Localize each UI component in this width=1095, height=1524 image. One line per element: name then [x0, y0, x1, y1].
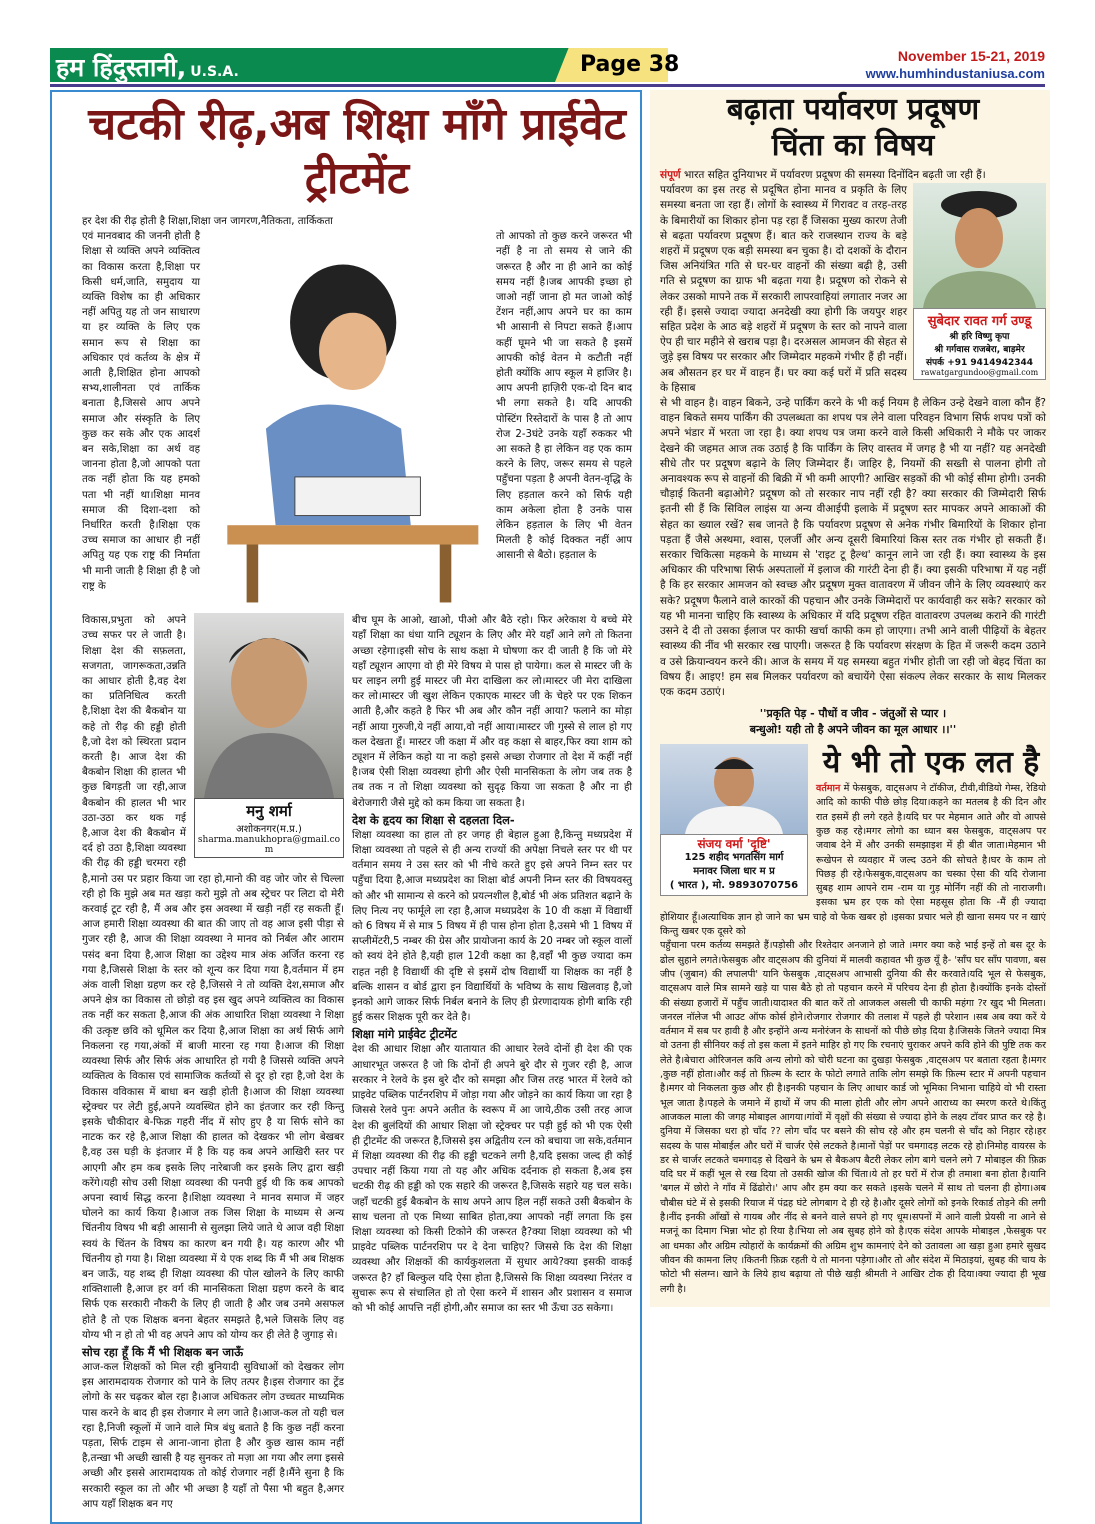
pollution-article-headline [660, 92, 1046, 164]
addiction-body: पहुँचाना परम कर्तव्य समझते हैं।पड़ोसी और रिश्तेदार अनजाने हो जाते ।मगर क्या कहे भाई इन्हें तो बस दूर के ढोल सुहाने लगते।फेसबुक और वाट्सअप की दुनियां में मालवी कहावत भी कुछ यूँ है- 'साँप घर साँप पावणा, बस जीप (जुबान) की लपालपी' यानि फेसबुक ,वाट्सअप आभासी दुनिया की सैर करवाते।यदि भूल से फेसबुक, वाट्सअप वाले मित्र सामने खड़े या पास बैठे हो तो पहचान करने में परिचय देना ही होता है।क्योंकि इनके दोस्तों की संख्या हजारों में पहुँच जाती।यादाश्त की बात करें तो आजकल असली ची काफी महंगा ?र खुद भी मिलता। जनरल नॉलेज भी आउट ऑफ कोर्स होने।रोजगार रोजगार की तलाश में पहले ही परेशान ।सब अब क्या करें ये वर्तमान में सब पर हावी है और इन्होंने अन्य मनोरंजन के साधनों को पीछे छोड़ दिया है।जिसके जितने ज्यादा मित्र वो उतना ही सीनियर कई तो इस कला में इतने माहिर हो गए कि रचनाएं चुराकर अपने कवि होने की पुष्टि तक कर लेते है।बेचारा ओरिजनल कवि अन्य लोगो को चोरी घटना का दुखड़ा फेसबुक ,वाट्सअप पर बताता रहता है।मगर ,कुछ नहीं होता।और कई तो फ़िल्म के स्टार के फोटो लगाते ताकि लोग समझे कि फ़िल्म स्टार में अपनी पहचान है।मगर वो निकलता कुछ और ही है।इनकी पहचान के लिए आधार कार्ड जो भूमिका निभाना चाहिये वो भी रास्ता भूल जाता है।पहले के जमाने में हाथों में जप की माला होती और लोग अपने आराध्य का स्मरण करते थे।किंतु आजकल माला की जगह मोबाइल आगया।गांवों में वृक्षों की संख्या से ज्यादा होने के लक्ष्य टॉवर प्राप्त कर रहे है।दुनिया में जिसका धरा हो चाँद ?? लोग चाँद पर बसने की सोच रहे और हम चलनी से चाँद को निहार रहे।हर सदस्य के पास मोबाईल और घरों में चार्जर ऐसे लटकते है।मानों पेड़ों पर चमगादड़ लटक रहे हो।निमोह वायरस के डर से चार्जर लटकते चमगादड़ से दिखने के भ्रम से बैकअप बैटरी लेकर लोग बागे चलने लगे 7 मोबाइल की फ़िक्र यदि घर में कहीं भूल से रख दिया तो उसकी खोज की चिंता।ये तो हर घरों में रोज ही तमाशा बना होता है।यानि 'बगल में छोरो ने गाँव में ढिंढोरो।' आप और हम क्या कर सकते ।इसके चलने में साथ तो चलना ही होगा।अब चौबीस घंटे में से इसकी रियाज में पंद्रह घंटे लोगबाग दे ही रहे है।और दूसरे लोगों को इनके रिकार्ड तोड़ने की लगी है।नींद इनकी आँखों से गायब और नींद से बनने वाले सपने हो गए धूम।सपनों में आने वाली प्रेयसी ना आने से मजनूं का दिमाग भिन्ना भोट हो रिया है।भिया लो अब सुबह होने को है।एक संदेश आपके मोबाइल ,फेसबुक पर आ धमका और अग्रिम त्योहारों के कार्यक्रमों की अग्रिम शुभ कामनाएं देने को उतावला आ खड़ा हुआ हमारे सुखद जीवन की कामना लिए ।कितनी फ़िक्र रहती ये तो मानना पड़ेगा।और तो और संदेश में मिठाइयां, सुबह की चाय के फोटो भी संलग्न। खाने के लिये हाथ बढ़ाया तो पीछे खड़ी श्रीमती ने आखिर टोक ही दिया।क्या ज्यादा ही भूख लगी है। [660, 940, 1046, 1295]
page-columns [50, 90, 1050, 1524]
author-card [913, 308, 1046, 380]
author-photo [194, 613, 344, 798]
quote-line-2: बन्धुओ! यही तो है अपने जीवन का मूल आधार ।।'' [749, 723, 957, 737]
author-figure [913, 183, 1046, 380]
author-name: मनु शर्मा [246, 802, 292, 821]
author-line: श्री हरि विष्णु कृपा [949, 332, 1010, 343]
article-col2-body: बीच घूम के आओ, खाओ, पीओ और बैठे रहो। फिर अरेकाश ये बच्चे मेरे यहाँ शिक्षा का धंधा यानि ट्यूशन के लिए और मेरे यहाँ आने लगे तो कितना अच्छा रहेगा।इसी सोच के साथ कक्षा मे घोषणा कर दी जाती है कि जो मेरे यहाँ ट्यूशन आएगा वो ही मेरे विषय मे पास हो पायेगा। कल से मास्टर जी के घर लाइन लगी हुई मास्टर जी मेरा दाखिला कर लो।मास्टर जी मेरा दाखिला कर लो।मास्टर जी खुश लेकिन एकाएक मास्टर जी के चेहरे पर एक शिकन आती है,और कहते है फिर भी अब और कौन नहीं आया? फलाने का मोड़ा नहीं आया गुरुजी,ये नहीं आया,वो नहीं आया।मास्टर जी गुस्से से लाल हो गए कल देखता हूँ। मास्टर जी कक्षा में और वह कक्षा से बाहर,फिर क्या शाम को ट्यूशन में लेकिन कहो या ना कहो इससे अच्छा रोजगार तो देश में कहीं नहीं है।जब ऐसी शिक्षा व्यवस्था होगी और ऐसी मानसिकता के लोग जब तक है तब तक न तो शिक्षा व्यवस्था को सुदृढ़ किया जा सकता है और ना ही बेरोजगारी जैसे मुद्दे को कम किया जा सकता है। [352, 615, 632, 809]
lead-text: में फेसबुक, वाट्सअप ने टॉकीज, टीवी,वीडियो गेम्स, रेडियो आदि को काफी पीछे छोड़ दिया।कहने का मतलब है की दिन और रात इसमें ही लगे रहते है।यदि घर पर मेहमान आते और वो आपसे कुछ कह रहे।मगर लोगो का ध्यान बस फेसबुक, वाट्सअप पर जवाब देने में और उनकी समझाइश में ही बीत जाता।मेहमान भी रूखेपन से व्यवहार में जल्द उठने की सोचते है।घर के काम तो पिछड़ ही रहे।फेसबुक,वाट्सअप का चस्का ऐसा की यदि रोजाना सुबह शाम आपने राम -राम या गुड़ मोर्निंग नहीं की तो नाराजगी।इसका भ्रम हर एक को ऐसा महसूस होता कि -मैं ही ज्यादा होशियार हूँ।अत्याधिक ज्ञान हो जाने का भ्रम चाहे वो फेक खबर हो ।इसका प्रचार भले ही खाना समय पर न खाएं किन्तु खबर एक दूसरे को [660, 783, 1046, 938]
pull-quote [660, 706, 1046, 738]
headline-line-2: चिंता का विषय [771, 128, 935, 163]
author-card [660, 834, 808, 896]
lead-word: संपूर्ण [660, 169, 681, 181]
lead-text: भारत सहित दुनियाभर में पर्यावरण प्रदूषण की समस्या दिनोंदिन बढ़ती जा रही हैं। [684, 169, 986, 181]
author-email: rawatgargundoo@gmail.com [920, 368, 1039, 378]
education-article-frame [50, 90, 642, 1524]
author-email: sharma.manukhopra@gmail.com [197, 835, 341, 856]
author-place: अशोकनगर(म.प्र.) [236, 824, 302, 836]
pollution-body-side: पर्यावरण का इस तरह से प्रदूषित होना मानव व प्रकृति के लिए समस्या बनता जा रहा हैं। लोगों के स्वास्थ्य में गिरावट व तरह-तरह के बिमारीयों का शिकार होना पड़ रहा हैं जिसका मुख्य कारण तेजी से बढ़ता पर्यावरण प्रदूषण हैं। बात करे राजस्थान राज्य के बड़े शहरों में प्रदूषण एक बड़ी समस्या बन चुका है। दो दशकों के दौरान जिस अनियंत्रित गति से घर-घर वाहनों की संख्या बढ़ी है, उसी गति से प्रदूषण का ग्राफ भी बढ़ता गया है। प्रदूषण को रोकने से लेकर उसको मापने तक में सरकारी लापरवाहियां लगातार नजर आ रही हैं। इससे ज्यादा ज्यादा अनदेखी क्या होगी कि जयपुर शहर सहित प्रदेश के आठ बड़े शहरों में प्रदूषण के स्तर को नापने वाला ऐप ही चार महीने से खराब पड़ा है। दरअसल आमजन की सेहत से जुड़े इस विषय पर सरकार और जिम्मेदार महकमे गंभीर हैं ही नहीं। अब औसतन हर घर में वाहन हैं। घर क्या कई घरों में प्रति सदस्य के हिसाब [660, 184, 907, 394]
subheading-heart: देश के हृदय का शिक्षा से दहलता दिल- [352, 812, 515, 827]
lead-word: वर्तमान [816, 783, 841, 795]
quote-line-1: ''प्रकृति पेड़ - पौधों व जीव - जंतुओं से प्यार । [759, 707, 947, 721]
article-intro: हर देश की रीढ़ होती है शिक्षा,शिक्षा जन जागरण,नैतिकता, तार्किकता [82, 216, 333, 227]
author-figure [660, 744, 808, 896]
author-figure [194, 613, 344, 858]
article-col2-mid: शिक्षा व्यवस्था का हाल तो हर जगह ही बेहाल हुआ है,किन्तु मध्यप्रदेश में शिक्षा व्यवस्था तो पहले से ही अन्य राज्यों की अपेक्षा निचले स्तर पर थी पर वर्तमान समय ने उस स्तर को भी नीचे करते हुए इसे अपने निम्न स्तर पर पहुँचा दिया है,आज मध्यप्रदेश का शिक्षा बोर्ड अपनी निम्न स्तर की विषयवस्तु को और भी सामान्य से करने को प्रयत्नशील है,बोर्ड भी अंक प्रतिशत बढ़ाने के लिए नित्य नए फार्मूले ला रहा है,आज मध्यप्रदेश के 10 वी कक्षा में विद्यार्थी को 6 विषय में से मात्र 5 विषय में ही पास होना होता है,उसमे भी 1 विषय में सप्लीमेंटरी,5 नम्बर की ग्रेस और प्रायोजना कार्य के 20 नम्बर जो स्कूल वालों को स्वयं देने होते है,यही हाल 12वी कक्षा का है,वहाँ भी कुछ ज्यादा कम राहत नही है विद्यार्थी की दृष्टि से इसमें दोष विद्यार्थी या शिक्षक का नहीं है बल्कि शासन व बोर्ड द्वारा इन विद्यार्थियों के भविष्य के साथ खिलवाड़ है,जो इनको आगे जाकर सिर्फ निर्बल बनाने के लिए ही प्रेरणादायक होगी बाकि रही हुई कसर शिक्षक पूरी कर देते है। [352, 829, 632, 1024]
author-district: मनावर जिला धार म प्र [693, 866, 775, 878]
author-photo [913, 183, 1046, 308]
title-country: U.S.A. [190, 64, 239, 80]
addiction-article-headline: ये भी तो एक लत है [822, 745, 1040, 781]
article-col1-top: एवं मानवबाद की जननी होती है शिक्षा से व्यक्ति अपने व्यक्तित्व का विकास करता है,शिक्षा पर किसी धर्म,जाति, समुदाय या व्यक्ति विशेष का ही अधिकार नहीं अपितु यह तो जन साधारण या हर व्यक्ति के लिए एक समान रूप से शिक्षा का अधिकार एवं कर्तव्य के क्षेत्र में आती है,शिक्षित होना आपको सभ्य,शालीनता एवं तार्किक बनाता है,जिससे आप अपने समाज और संस्कृति के लिए कुछ कर सके और एक आदर्श बन सके,शिक्षा का अर्थ वह जानना होता है,जो आपको पता तक नहीं होता कि यह हमको पता भी नहीं था।शिक्षा मानव समाज की दिशा-दशा को निर्धारित करती है।शिक्षा एक उच्च समाज का आधार ही नहीं अपितु यह एक राष्ट्र की निर्माता भी मानी जाती है शिक्षा ही है जो राष्ट्र के [82, 231, 200, 592]
author-name: संजय वर्मा 'दृष्टि' [697, 837, 771, 852]
page-number: Page 38 [580, 52, 680, 77]
article-col2 [352, 613, 632, 1316]
author-address: 125 शहीद भगतसिंग मार्ग [684, 852, 784, 864]
treatment-text: देश की आधार शिक्षा और यातायात की आधार रेलवे दोनों ही देश की एक आधारभूत जरूरत है जो कि दोनों ही अपने बुरे दौर से गुजर रही है, आज सरकार ने रेलवे के इस बुरे दौर को समझा और जिस तरह भारत में रेलवे को प्राइवेट पब्लिक पार्टनरशिप में जोड़ा गया और जोड़ने का कार्य किया जा रहा है जिससे रेलवे पुनः अपने अतीत के स्वरूप में आ जाये,ठीक उसी तरह आज देश की बुलंदियों की आधार शिक्षा जो स्ट्रेक्चर पर पड़ी हुई को भी एक ऐसी ही ट्रीटमेंट की जरूरत है,जिससे इस अद्वितीय रत्न को बचाया जा सके,वर्तमान में शिक्षा व्यवस्था की रीढ़ की हड्डी चटकने लगी है,यदि इसका जल्द ही कोई उपचार नहीं किया गया तो यह और अधिक दर्दनाक हो सकता है,अब इस चटकी रीढ़ की हड्डी को एक सहारे की जरूरत है,जिसके सहारे यह चल सके।जहाँ चटकी हुई बैकबोन के साथ अपने आप हिल नहीं सकते उसी बैकबोन के साथ चलना तो एक मिथ्या साबित होता,क्या आपको नहीं लगता कि इस शिक्षा व्यवस्था को किसी टिकोने की जरूरत है?क्या शिक्षा व्यवस्था को भी प्राइवेट पब्लिक पार्टनरशिप पर दे देना चाहिए? जिससे कि देश की शिक्षा व्यवस्था और शिक्षकों की कार्यकुशलता में सुधार आये?क्या इसकी वाकई जरूरत है? हाँ बिल्कुल यदि ऐसा होता है,जिससे कि शिक्षा व्यवस्था निरंतर व सुचारू रूप से संचालित हो तो ऐसा करने में शासन और प्रशासन व समाज को भी कोई आपत्ति नहीं होगी,और समाज का स्तर भी ऊँचा उठ सकेगा। [352, 1044, 632, 1314]
header-divider [50, 84, 1045, 87]
author-address: श्री गर्गवास राजबेरा, बाड़मेर [934, 345, 1025, 356]
right-column-background [650, 90, 1050, 1307]
pollution-lead [660, 168, 1046, 183]
pollution-body: से भी वाहन है। वाहन बिकने, उन्हे पार्किंग करने के भी कई नियम है लेकिन उन्हे देखने वाला कौन हैं? वाहन बिकते समय पार्किंग की उपलब्धता का शपथ पत्र लेने वाला परिवहन विभाग सिर्फ शपथ पत्रों को अपने भंडार में भरता जा रहा है। क्या शपथ पत्र जमा करने वाले किसी अधिकारी ने मौके पर जाकर देखने की जहमत आज तक उठाई है कि पार्किंग के लिए वास्तव में जगह है भी या नहीं? यह अनदेखी सीधे तौर पर प्रदूषण बढ़ाने के लिए जिम्मेदार हैं। जाहिर है, नियमों की सख्ती से पालना होगी तो अनावश्यक रूप से वाहनों की बिक्री में भी कमी आएगी? आखिर सड़कों की भी कोई सीमा होगी। उनकी चौड़ाई कितनी बढ़ाओगे? प्रदूषण को तो सरकार नाप नहीं रही है? क्या सरकार की जिम्मेदारी सिर्फ इतनी सी हैं कि सिविल लाइंस या अन्य वीआईपी इलाके में प्रदूषण स्तर मापकर अपने आकाओं की सेहत का ख्याल रखें? सब जानते है कि पर्यावरण प्रदूषण से अनेक गंभीर बिमारियों के शिकार होना पड़ता हैं जैसे अस्थमा, श्वास, एलर्जी और अन्य दूसरी बिमारियां किस स्तर तक गंभीर हो सकती हैं। सरकार चिकित्सा महकमे के माध्यम से 'राइट टू हैल्थ' कानून लाने जा रही हैं। क्या स्वास्थ्य के इस अधिकार की परिभाषा सिर्फ अस्पतालों में इलाज की गारंटी देना ही हैं। क्या इसकी परिभाषा में यह नहीं है कि हर सरकार आमजन को स्वच्छ और प्रदूषण मुक्त वातावरण में जीवन जीने के लिए व्यवस्थाएं कर सके? प्रदूषण फैलाने वाले कारकों की पहचान और उनके जिम्मेदारों पर कार्यवाही कर सके? सरकार को यह भी मानना चाहिए कि स्वास्थ्य के अधिकार में यदि प्रदूषण रहित वातावरण उपलब्ध कराने की गारंटी उसने दे दी तो उसका ईलाज पर काफी खर्चा काफी कम हो जाएगा। तभी आने वाली पीढ़ियों के बेहतर स्वास्थ्य की नींव भी सरकार रख पाएगी। जरूरत है कि पर्यावरण संरक्षण के हित में जरूरी कदम उठाने व उसे क्रियान्वयन करने की। आज के समय में यह समस्या बहुत गंभीर होती जा रही जो बेहद चिंता का विषय हैं। आइए! हम सब मिलकर पर्यावरण को बचायेंगे ऐसा संकल्प लेकर सरकार के साथ मिलकर एक कदम उठाएं। [660, 397, 1046, 698]
author-phone: संपर्क +91 9414942344 [925, 358, 1034, 369]
author-phone: ( भारत ), मो. 9893070756 [669, 880, 799, 892]
issue-date: November 15-21, 2019 [897, 48, 1045, 64]
author-name: सुबेदार रावत गर्ग उण्डू [927, 314, 1032, 330]
author-photo [660, 744, 808, 834]
subheading-teacher: सोच रहा हूँ कि मैं भी शिक्षक बन जाऊँ [82, 1344, 244, 1359]
website-link[interactable]: www.humhindustaniusa.com [865, 66, 1045, 81]
article-col2-top: तो आपको तो कुछ करने जरूरत भी नहीं है ना तो समय से जाने की जरूरत है और ना ही आने का कोई समय नहीं है।जब आपकी इच्छा हो जाओ नहीं जाना हो मत जाओ कोई टेंशन नहीं,आप अपने घर का काम भी आसानी से निपटा सकते हैं।आप कहीं घूमने भी जा सकते है इसमें आपकी कोई वेतन मे कटौती नहीं होती क्योंकि आप स्कूल मे हाजिर है। आप अपनी हाज़िरी एक-दो दिन बाद भी लगा सकते है। यदि आपकी पोस्टिंग रिस्तेदारों के पास है तो आप रोज 2-3घंटे उनके यहाँ रुककर भी आ सकते है हा लेकिन वह एक काम करने के लिए, जरूर समय से पहले पहुँचना पड़ता है अपनी वेतन-वृद्धि के लिए हड़ताल करने को सिर्फ यही काम अकेला होता है उनके पास लेकिन हड़ताल के लिए भी वेतन मिलती है कोई दिक्कत नहीं आप आसानी से बैठो। हड़ताल के [496, 231, 632, 562]
article-col1 [82, 613, 344, 1512]
author-card [194, 798, 344, 858]
article-bottom-row [82, 613, 632, 1512]
subsection-text: आज-कल शिक्षकों को मिल रही बुनियादी सुविधाओं को देखकर लोग इस आरामदायक रोजगार को पाने के लिए तत्पर है।इस रोजगार का ट्रेंड लोगो के सर चढ़कर बोल रहा है।आज अधिकतर लोग उच्चतर माध्यमिक पास करने के बाद ही इस रोजगार मे लग जाते है।आज-कल तो यही चल रहा है,निजी स्कूलों में जाने वाले मित्र बंधु बताते है कि कुछ नहीं करना पड़ता, सिर्फ टाइम से आना-जाना होता है और कुछ खास काम नहीं है,तन्खा भी अच्छी खासी है यह सुनकर तो मज़ा आ गया और लगा इससे अच्छी और इससे आरामदायक तो कोई रोजगार नहीं है।मैंने सुना है कि सरकारी स्कूल का तो और भी अच्छा है यहाँ तो पैसा भी बहुत है,अगर आप यहाँ शिक्षक बन गए [82, 1361, 344, 1510]
education-article-headline: चटकी रीढ़,अब शिक्षा माँगे प्राईवेट ट्रीटमेंट [88, 99, 626, 204]
headline-line-1: बढ़ाता पर्यावरण प्रदूषण [726, 92, 980, 127]
title-text: हम हिंदुस्तानी, [56, 53, 187, 82]
newspaper-title [56, 50, 239, 84]
article-col1-body: विकास,प्रभुता को अपने उच्च सफर पर ले जाती है।शिक्षा देश की सफ़लता, सजगता, जागरूकता,उन्नति का आधार होती है,वह देश का प्रतिनिधित्व करती है,शिक्षा देश की बैकबोन या कहे तो रीढ़ की हड्डी होती है,जो देश को स्थिरता प्रदान करती है। आज देश की बैकबोन शिक्षा की हालत भी कुछ बिगड़ती जा रही,आज बैकबोन की हालत भी भार उठा-उठा कर थक गई है,आज देश की बैकबोन में दर्द हो उठा है,शिक्षा व्यवस्था की रीढ़ की हड्डी चरमरा रही है,मानो उस पर प्रहार किया जा रहा हो,मानो की वह जोर जोर से चिल्ला रही हो कि मुझे अब मत खड़ा करो मुझे तो अब स्ट्रेचर पर लिटा दो मेरी करवाई टूट रही है, मैं अब और इस अवस्था में खड़ी नहीं रह सकती हूँ।आज हमारी शिक्षा व्यवस्था की बात की जाए तो वह आज इसी पीड़ा से गुजर रही है, आज की शिक्षा व्यवस्था ने मानव को निर्बल और आराम पसंद बना दिया है,आज शिक्षा का उद्देश्य मात्र अंक अर्जित करना रह गया है,जिससे शिक्षा के स्तर को शून्य कर दिया गया है,वर्तमान में हम अंक वाली शिक्षा ग्रहण कर रहे है,जिससे ने तो व्यक्ति देश,समाज और अपने क्षेत्र का विकास तो छोड़ो वह इस खुद अपने व्यक्तित्व का विकास तक नहीं कर सकता है,आज की अंक आधारित शिक्षा व्यवस्था ने शिक्षा की उत्कृष्ट छवि को धूमिल कर दिया है,आज शिक्षा का अर्थ सिर्फ आगे निकलना रह गया,अंकों में बाजी मारना रह गया है।आज की शिक्षा व्यवस्था सिर्फ और सिर्फ अंक आधारित हो गयी है जिससे व्यक्ति अपने व्यक्तित्व के विकास एवं सामाजिक कर्तव्यों से दूर हो रहा है,जो देश के विकास वविकास में बाधा बन खड़ी होती है।आज की शिक्षा व्यवस्था स्ट्रेक्चर पर लेटी हुई,अपने व्यवस्थित होने का इंतजार कर रही किन्तु इसके चौकीदार बे-फिक्र गहरी नींद में सोए हुए है या सिर्फ सोने का नाटक कर रहे है,आज शिक्षा की हालत को देखकर भी लोग बेखबर है,वह उस घड़ी के इंतजार में है कि यह कब अपने आखिरी स्तर पर आएगी और हम कब इसके लिए नारेबाजी कर इसके लिए द्वारा खड़ी करेंगे।यही सोच उसी शिक्षा व्यवस्था की पनपी हुई थी कि कब आपको अपना स्वार्थ सिद्ध करना है।शिक्षा व्यवस्था ने मानव समाज में जहर घोलने का कार्य किया है।आज तक जिस शिक्षा के माध्यम से अन्य चिंतनीय विषय भी बड़ी आसानी से सुलझा लिये जाते थे आज वही शिक्षा स्वयं के चिंतन के विषय का कारण बन गयी है। यह कारण और भी चिंतनीय हो गया है। शिक्षा व्यवस्था में ये एक शब्द कि मैं भी अब शिक्षक बन जाऊँ, यह शब्द ही शिक्षा व्यवस्था की पोल खोलने के लिए काफी शक्तिशाली है,आज हर वर्ग की मानसिकता शिक्षा ग्रहण करने के बाद सिर्फ एक सरकारी नौकरी के लिए ही जाती है और जब उनमे असफल होते है तो एक शिक्षक बनना बेहतर समझते है,भले जिसके लिए वह योग्य भी न हो तो भी वह अपने आप को योग्य कर ही लेते है जुगाड़ से। [82, 615, 344, 1341]
student-studying-illustration [208, 229, 488, 609]
subheading-treatment: शिक्षा मांगे प्राईवेट ट्रीटमेंट [352, 1027, 457, 1042]
article-top-row [82, 229, 632, 609]
